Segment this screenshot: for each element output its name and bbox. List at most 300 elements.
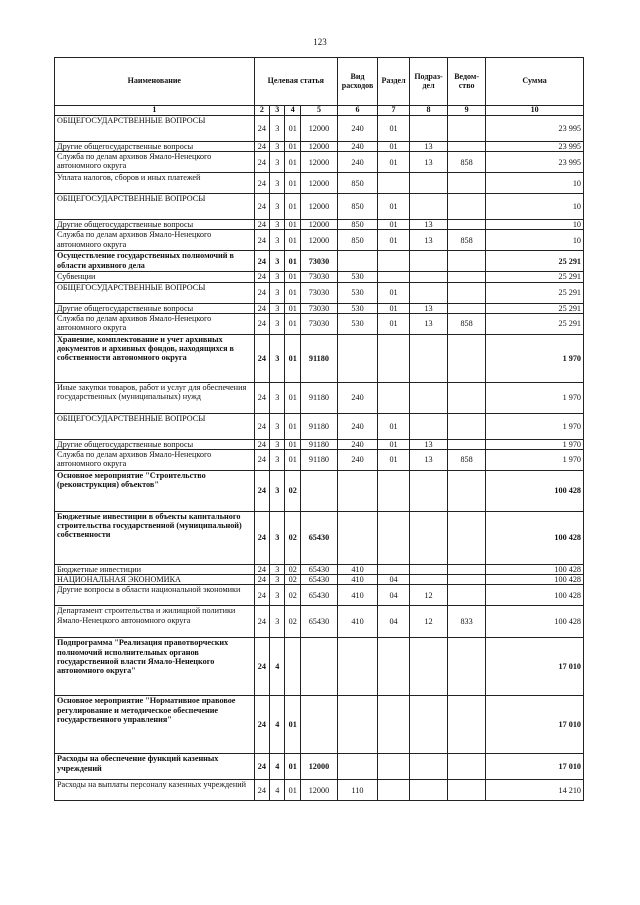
department-cell bbox=[448, 116, 486, 142]
code-direction-cell: 73030 bbox=[300, 251, 337, 272]
section-cell: 01 bbox=[378, 449, 410, 470]
department-cell: 833 bbox=[448, 606, 486, 638]
section-cell: 01 bbox=[378, 282, 410, 303]
code-activity-cell: 01 bbox=[285, 696, 300, 754]
header-department: Ведом-ство bbox=[448, 58, 486, 106]
section-cell bbox=[378, 564, 410, 574]
amount-cell: 1 970 bbox=[486, 334, 584, 382]
expense-type-cell bbox=[337, 251, 377, 272]
department-cell bbox=[448, 638, 486, 696]
code-subprogram-cell: 3 bbox=[270, 449, 285, 470]
code-direction-cell: 91180 bbox=[300, 382, 337, 413]
column-number: 5 bbox=[300, 106, 337, 116]
code-activity-cell: 01 bbox=[285, 152, 300, 173]
code-subprogram-cell: 3 bbox=[270, 116, 285, 142]
code-program-cell: 24 bbox=[254, 606, 269, 638]
expense-type-cell: 530 bbox=[337, 282, 377, 303]
table-row bbox=[55, 439, 584, 449]
code-subprogram-cell: 4 bbox=[270, 780, 285, 801]
row-name-cell: ОБЩЕГОСУДАРСТВЕННЫЕ ВОПРОСЫ bbox=[55, 282, 255, 303]
expense-type-cell: 850 bbox=[337, 194, 377, 220]
code-activity-cell: 01 bbox=[285, 449, 300, 470]
row-name-cell: Основное мероприятие "Строительство (реконструкция) объектов" bbox=[55, 470, 255, 511]
amount-cell: 14 210 bbox=[486, 780, 584, 801]
expense-type-cell: 240 bbox=[337, 449, 377, 470]
department-cell bbox=[448, 194, 486, 220]
subsection-cell bbox=[409, 382, 447, 413]
department-cell bbox=[448, 282, 486, 303]
amount-cell: 25 291 bbox=[486, 251, 584, 272]
column-number: 3 bbox=[270, 106, 285, 116]
section-cell: 04 bbox=[378, 606, 410, 638]
code-program-cell: 24 bbox=[254, 152, 269, 173]
subsection-cell: 13 bbox=[409, 142, 447, 152]
row-name-cell: Другие общегосударственные вопросы bbox=[55, 142, 255, 152]
row-name-cell: Другие общегосударственные вопросы bbox=[55, 439, 255, 449]
department-cell bbox=[448, 470, 486, 511]
amount-cell: 25 291 bbox=[486, 313, 584, 334]
department-cell bbox=[448, 173, 486, 194]
row-name-cell: Другие вопросы в области национальной экономики bbox=[55, 585, 255, 606]
code-direction-cell: 12000 bbox=[300, 194, 337, 220]
code-direction-cell: 12000 bbox=[300, 230, 337, 251]
department-cell: 858 bbox=[448, 152, 486, 173]
code-program-cell: 24 bbox=[254, 334, 269, 382]
code-activity-cell: 01 bbox=[285, 282, 300, 303]
column-number: 7 bbox=[378, 106, 410, 116]
code-subprogram-cell: 3 bbox=[270, 511, 285, 564]
code-direction-cell: 91180 bbox=[300, 413, 337, 439]
section-cell bbox=[378, 754, 410, 780]
section-cell bbox=[378, 382, 410, 413]
table-row bbox=[55, 575, 584, 585]
amount-cell: 100 428 bbox=[486, 564, 584, 574]
code-activity-cell: 01 bbox=[285, 780, 300, 801]
code-program-cell: 24 bbox=[254, 303, 269, 313]
department-cell bbox=[448, 413, 486, 439]
code-activity-cell: 01 bbox=[285, 303, 300, 313]
header-sum: Сумма bbox=[486, 58, 584, 106]
column-number: 1 bbox=[55, 106, 255, 116]
department-cell: 858 bbox=[448, 313, 486, 334]
amount-cell: 10 bbox=[486, 194, 584, 220]
expense-type-cell bbox=[337, 696, 377, 754]
table-row bbox=[55, 230, 584, 251]
column-number: 2 bbox=[254, 106, 269, 116]
row-name-cell: Другие общегосударственные вопросы bbox=[55, 220, 255, 230]
department-cell bbox=[448, 439, 486, 449]
row-name-cell: ОБЩЕГОСУДАРСТВЕННЫЕ ВОПРОСЫ bbox=[55, 194, 255, 220]
code-direction-cell: 12000 bbox=[300, 220, 337, 230]
amount-cell: 1 970 bbox=[486, 439, 584, 449]
code-activity-cell: 01 bbox=[285, 173, 300, 194]
row-name-cell: Другие общегосударственные вопросы bbox=[55, 303, 255, 313]
code-subprogram-cell: 3 bbox=[270, 173, 285, 194]
code-activity-cell: 01 bbox=[285, 334, 300, 382]
amount-cell: 25 291 bbox=[486, 282, 584, 303]
code-activity-cell: 01 bbox=[285, 313, 300, 334]
row-name-cell: Осуществление государственных полномочий в области архивного дела bbox=[55, 251, 255, 272]
table-row bbox=[55, 194, 584, 220]
section-cell: 01 bbox=[378, 413, 410, 439]
code-direction-cell: 91180 bbox=[300, 439, 337, 449]
code-program-cell: 24 bbox=[254, 173, 269, 194]
code-subprogram-cell: 3 bbox=[270, 413, 285, 439]
table-row bbox=[55, 696, 584, 754]
subsection-cell: 12 bbox=[409, 606, 447, 638]
table-row bbox=[55, 470, 584, 511]
row-name-cell: Расходы на выплаты персоналу казенных учреждений bbox=[55, 780, 255, 801]
table-row bbox=[55, 272, 584, 282]
budget-table bbox=[54, 57, 584, 801]
code-program-cell: 24 bbox=[254, 449, 269, 470]
subsection-cell bbox=[409, 575, 447, 585]
column-number: 4 bbox=[285, 106, 300, 116]
code-activity-cell: 02 bbox=[285, 575, 300, 585]
code-activity-cell: 01 bbox=[285, 272, 300, 282]
table-row bbox=[55, 564, 584, 574]
code-direction-cell: 65430 bbox=[300, 606, 337, 638]
code-direction-cell: 73030 bbox=[300, 313, 337, 334]
code-direction-cell: 12000 bbox=[300, 142, 337, 152]
code-subprogram-cell: 3 bbox=[270, 470, 285, 511]
code-direction-cell: 73030 bbox=[300, 272, 337, 282]
code-activity-cell: 01 bbox=[285, 439, 300, 449]
amount-cell: 23 995 bbox=[486, 152, 584, 173]
code-direction-cell: 91180 bbox=[300, 334, 337, 382]
code-program-cell: 24 bbox=[254, 251, 269, 272]
department-cell bbox=[448, 382, 486, 413]
code-activity-cell: 02 bbox=[285, 606, 300, 638]
section-cell bbox=[378, 173, 410, 194]
subsection-cell bbox=[409, 272, 447, 282]
code-activity-cell: 01 bbox=[285, 116, 300, 142]
row-name-cell: Служба по делам архивов Ямало-Ненецкого автономного округа bbox=[55, 313, 255, 334]
code-subprogram-cell: 3 bbox=[270, 585, 285, 606]
header-target: Целевая статья bbox=[254, 58, 337, 106]
header-subsection: Подраз-дел bbox=[409, 58, 447, 106]
code-program-cell: 24 bbox=[254, 142, 269, 152]
department-cell: 858 bbox=[448, 230, 486, 251]
code-program-cell: 24 bbox=[254, 382, 269, 413]
amount-cell: 100 428 bbox=[486, 511, 584, 564]
department-cell bbox=[448, 564, 486, 574]
code-activity-cell: 01 bbox=[285, 230, 300, 251]
section-cell: 01 bbox=[378, 220, 410, 230]
department-cell bbox=[448, 142, 486, 152]
department-cell bbox=[448, 575, 486, 585]
code-program-cell: 24 bbox=[254, 413, 269, 439]
code-program-cell: 24 bbox=[254, 470, 269, 511]
header-name: Наименование bbox=[55, 58, 255, 106]
code-subprogram-cell: 4 bbox=[270, 696, 285, 754]
table-row bbox=[55, 334, 584, 382]
section-cell: 01 bbox=[378, 303, 410, 313]
expense-type-cell bbox=[337, 511, 377, 564]
table-row bbox=[55, 173, 584, 194]
amount-cell: 1 970 bbox=[486, 382, 584, 413]
expense-type-cell: 410 bbox=[337, 606, 377, 638]
amount-cell: 10 bbox=[486, 230, 584, 251]
amount-cell: 100 428 bbox=[486, 606, 584, 638]
table-row bbox=[55, 313, 584, 334]
code-subprogram-cell: 3 bbox=[270, 564, 285, 574]
row-name-cell: Служба по делам архивов Ямало-Ненецкого автономного округа bbox=[55, 230, 255, 251]
subsection-cell: 13 bbox=[409, 439, 447, 449]
subsection-cell bbox=[409, 334, 447, 382]
section-cell bbox=[378, 272, 410, 282]
code-program-cell: 24 bbox=[254, 564, 269, 574]
section-cell: 04 bbox=[378, 585, 410, 606]
subsection-cell bbox=[409, 780, 447, 801]
expense-type-cell bbox=[337, 638, 377, 696]
table-row bbox=[55, 303, 584, 313]
code-program-cell: 24 bbox=[254, 313, 269, 334]
section-cell bbox=[378, 511, 410, 564]
expense-type-cell bbox=[337, 754, 377, 780]
table-row bbox=[55, 142, 584, 152]
table-row bbox=[55, 511, 584, 564]
expense-type-cell: 240 bbox=[337, 439, 377, 449]
code-direction-cell: 12000 bbox=[300, 754, 337, 780]
column-number: 8 bbox=[409, 106, 447, 116]
code-subprogram-cell: 3 bbox=[270, 575, 285, 585]
expense-type-cell: 850 bbox=[337, 220, 377, 230]
expense-type-cell: 530 bbox=[337, 272, 377, 282]
expense-type-cell: 240 bbox=[337, 152, 377, 173]
section-cell bbox=[378, 780, 410, 801]
amount-cell: 17 010 bbox=[486, 696, 584, 754]
row-name-cell: Хранение, комплектование и учет архивных документов и архивных фондов, находящихся в собственности автономного округа bbox=[55, 334, 255, 382]
code-program-cell: 24 bbox=[254, 282, 269, 303]
section-cell: 01 bbox=[378, 313, 410, 334]
row-name-cell: Служба по делам архивов Ямало-Ненецкого автономного округа bbox=[55, 449, 255, 470]
code-program-cell: 24 bbox=[254, 439, 269, 449]
row-name-cell: Уплата налогов, сборов и иных платежей bbox=[55, 173, 255, 194]
expense-type-cell: 850 bbox=[337, 173, 377, 194]
code-activity-cell: 01 bbox=[285, 142, 300, 152]
amount-cell: 10 bbox=[486, 173, 584, 194]
code-subprogram-cell: 4 bbox=[270, 638, 285, 696]
department-cell bbox=[448, 754, 486, 780]
code-activity-cell: 01 bbox=[285, 251, 300, 272]
subsection-cell bbox=[409, 754, 447, 780]
code-direction-cell: 65430 bbox=[300, 564, 337, 574]
subsection-cell: 13 bbox=[409, 303, 447, 313]
row-name-cell: Иные закупки товаров, работ и услуг для обеспечения государственных (муниципальных) нужд bbox=[55, 382, 255, 413]
department-cell bbox=[448, 334, 486, 382]
expense-type-cell: 850 bbox=[337, 230, 377, 251]
expense-type-cell: 410 bbox=[337, 575, 377, 585]
code-program-cell: 24 bbox=[254, 194, 269, 220]
amount-cell: 100 428 bbox=[486, 575, 584, 585]
row-name-cell: ОБЩЕГОСУДАРСТВЕННЫЕ ВОПРОСЫ bbox=[55, 116, 255, 142]
code-direction-cell bbox=[300, 696, 337, 754]
row-name-cell: Субвенции bbox=[55, 272, 255, 282]
code-direction-cell: 65430 bbox=[300, 575, 337, 585]
section-cell: 01 bbox=[378, 116, 410, 142]
code-direction-cell: 12000 bbox=[300, 116, 337, 142]
code-direction-cell bbox=[300, 638, 337, 696]
code-subprogram-cell: 3 bbox=[270, 282, 285, 303]
code-subprogram-cell: 4 bbox=[270, 754, 285, 780]
amount-cell: 1 970 bbox=[486, 413, 584, 439]
table-row bbox=[55, 754, 584, 780]
code-subprogram-cell: 3 bbox=[270, 606, 285, 638]
subsection-cell bbox=[409, 511, 447, 564]
section-cell bbox=[378, 470, 410, 511]
code-activity-cell: 01 bbox=[285, 382, 300, 413]
page-number: 123 bbox=[313, 37, 327, 47]
code-subprogram-cell: 3 bbox=[270, 382, 285, 413]
section-cell: 01 bbox=[378, 230, 410, 251]
row-name-cell: Основное мероприятие "Нормативное правовое регулирование и методическое обеспечение государственного управления" bbox=[55, 696, 255, 754]
amount-cell: 1 970 bbox=[486, 449, 584, 470]
subsection-cell bbox=[409, 194, 447, 220]
table-row bbox=[55, 780, 584, 801]
subsection-cell: 13 bbox=[409, 313, 447, 334]
department-cell bbox=[448, 220, 486, 230]
subsection-cell bbox=[409, 470, 447, 511]
code-direction-cell: 73030 bbox=[300, 303, 337, 313]
code-direction-cell: 12000 bbox=[300, 780, 337, 801]
code-program-cell: 24 bbox=[254, 220, 269, 230]
code-program-cell: 24 bbox=[254, 511, 269, 564]
row-name-cell: ОБЩЕГОСУДАРСТВЕННЫЕ ВОПРОСЫ bbox=[55, 413, 255, 439]
code-direction-cell bbox=[300, 470, 337, 511]
department-cell bbox=[448, 251, 486, 272]
subsection-cell: 13 bbox=[409, 230, 447, 251]
expense-type-cell: 410 bbox=[337, 585, 377, 606]
code-program-cell: 24 bbox=[254, 585, 269, 606]
code-program-cell: 24 bbox=[254, 638, 269, 696]
department-cell bbox=[448, 696, 486, 754]
code-subprogram-cell: 3 bbox=[270, 194, 285, 220]
subsection-cell bbox=[409, 413, 447, 439]
code-subprogram-cell: 3 bbox=[270, 272, 285, 282]
row-name-cell: Департамент строительства и жилищной политики Ямало-Ненецкого автономного округа bbox=[55, 606, 255, 638]
column-number-row bbox=[55, 106, 584, 116]
amount-cell: 25 291 bbox=[486, 272, 584, 282]
code-subprogram-cell: 3 bbox=[270, 303, 285, 313]
amount-cell: 23 995 bbox=[486, 116, 584, 142]
code-direction-cell: 73030 bbox=[300, 282, 337, 303]
column-number: 10 bbox=[486, 106, 584, 116]
subsection-cell: 12 bbox=[409, 585, 447, 606]
code-subprogram-cell: 3 bbox=[270, 439, 285, 449]
expense-type-cell: 410 bbox=[337, 564, 377, 574]
department-cell bbox=[448, 585, 486, 606]
header-expense-type: Вид расходов bbox=[337, 58, 377, 106]
department-cell bbox=[448, 272, 486, 282]
expense-type-cell: 240 bbox=[337, 142, 377, 152]
expense-type-cell bbox=[337, 470, 377, 511]
expense-type-cell: 240 bbox=[337, 382, 377, 413]
section-cell bbox=[378, 334, 410, 382]
table-row bbox=[55, 606, 584, 638]
amount-cell: 23 995 bbox=[486, 142, 584, 152]
section-cell bbox=[378, 251, 410, 272]
subsection-cell: 13 bbox=[409, 449, 447, 470]
section-cell: 01 bbox=[378, 152, 410, 173]
section-cell: 04 bbox=[378, 575, 410, 585]
expense-type-cell: 110 bbox=[337, 780, 377, 801]
code-activity-cell: 02 bbox=[285, 585, 300, 606]
row-name-cell: Подпрограмма "Реализация правотворческих полномочий исполнительных органов государственной власти Ямало-Ненецкого автономного округа" bbox=[55, 638, 255, 696]
subsection-cell bbox=[409, 116, 447, 142]
code-direction-cell: 65430 bbox=[300, 511, 337, 564]
expense-type-cell bbox=[337, 334, 377, 382]
subsection-cell bbox=[409, 282, 447, 303]
code-activity-cell: 01 bbox=[285, 754, 300, 780]
department-cell bbox=[448, 780, 486, 801]
code-activity-cell: 01 bbox=[285, 220, 300, 230]
department-cell bbox=[448, 511, 486, 564]
section-cell: 01 bbox=[378, 142, 410, 152]
subsection-cell bbox=[409, 173, 447, 194]
expense-type-cell: 240 bbox=[337, 116, 377, 142]
table-row bbox=[55, 382, 584, 413]
code-direction-cell: 65430 bbox=[300, 585, 337, 606]
subsection-cell: 13 bbox=[409, 152, 447, 173]
code-direction-cell: 91180 bbox=[300, 449, 337, 470]
code-activity-cell: 02 bbox=[285, 564, 300, 574]
code-subprogram-cell: 3 bbox=[270, 152, 285, 173]
expense-type-cell: 240 bbox=[337, 413, 377, 439]
expense-type-cell: 530 bbox=[337, 303, 377, 313]
table-row bbox=[55, 638, 584, 696]
code-program-cell: 24 bbox=[254, 230, 269, 251]
table-row bbox=[55, 449, 584, 470]
amount-cell: 100 428 bbox=[486, 585, 584, 606]
code-direction-cell: 12000 bbox=[300, 173, 337, 194]
row-name-cell: Служба по делам архивов Ямало-Ненецкого автономного округа bbox=[55, 152, 255, 173]
code-subprogram-cell: 3 bbox=[270, 334, 285, 382]
header-section: Раздел bbox=[378, 58, 410, 106]
table-row bbox=[55, 413, 584, 439]
code-activity-cell: 01 bbox=[285, 413, 300, 439]
table-row bbox=[55, 585, 584, 606]
code-program-cell: 24 bbox=[254, 575, 269, 585]
code-program-cell: 24 bbox=[254, 754, 269, 780]
amount-cell: 17 010 bbox=[486, 754, 584, 780]
code-activity-cell: 02 bbox=[285, 470, 300, 511]
amount-cell: 25 291 bbox=[486, 303, 584, 313]
code-program-cell: 24 bbox=[254, 116, 269, 142]
row-name-cell: Бюджетные инвестиции в объекты капитального строительства государственной (муниципальной) собственности bbox=[55, 511, 255, 564]
table-row bbox=[55, 116, 584, 142]
amount-cell: 10 bbox=[486, 220, 584, 230]
code-activity-cell: 02 bbox=[285, 511, 300, 564]
amount-cell: 100 428 bbox=[486, 470, 584, 511]
subsection-cell: 13 bbox=[409, 220, 447, 230]
row-name-cell: НАЦИОНАЛЬНАЯ ЭКОНОМИКА bbox=[55, 575, 255, 585]
table-row bbox=[55, 251, 584, 272]
amount-cell: 17 010 bbox=[486, 638, 584, 696]
column-number: 6 bbox=[337, 106, 377, 116]
code-subprogram-cell: 3 bbox=[270, 313, 285, 334]
subsection-cell bbox=[409, 638, 447, 696]
code-program-cell: 24 bbox=[254, 696, 269, 754]
code-direction-cell: 12000 bbox=[300, 152, 337, 173]
row-name-cell: Бюджетные инвестиции bbox=[55, 564, 255, 574]
section-cell: 01 bbox=[378, 439, 410, 449]
department-cell bbox=[448, 303, 486, 313]
table-row bbox=[55, 152, 584, 173]
table-row bbox=[55, 220, 584, 230]
code-subprogram-cell: 3 bbox=[270, 220, 285, 230]
section-cell bbox=[378, 638, 410, 696]
